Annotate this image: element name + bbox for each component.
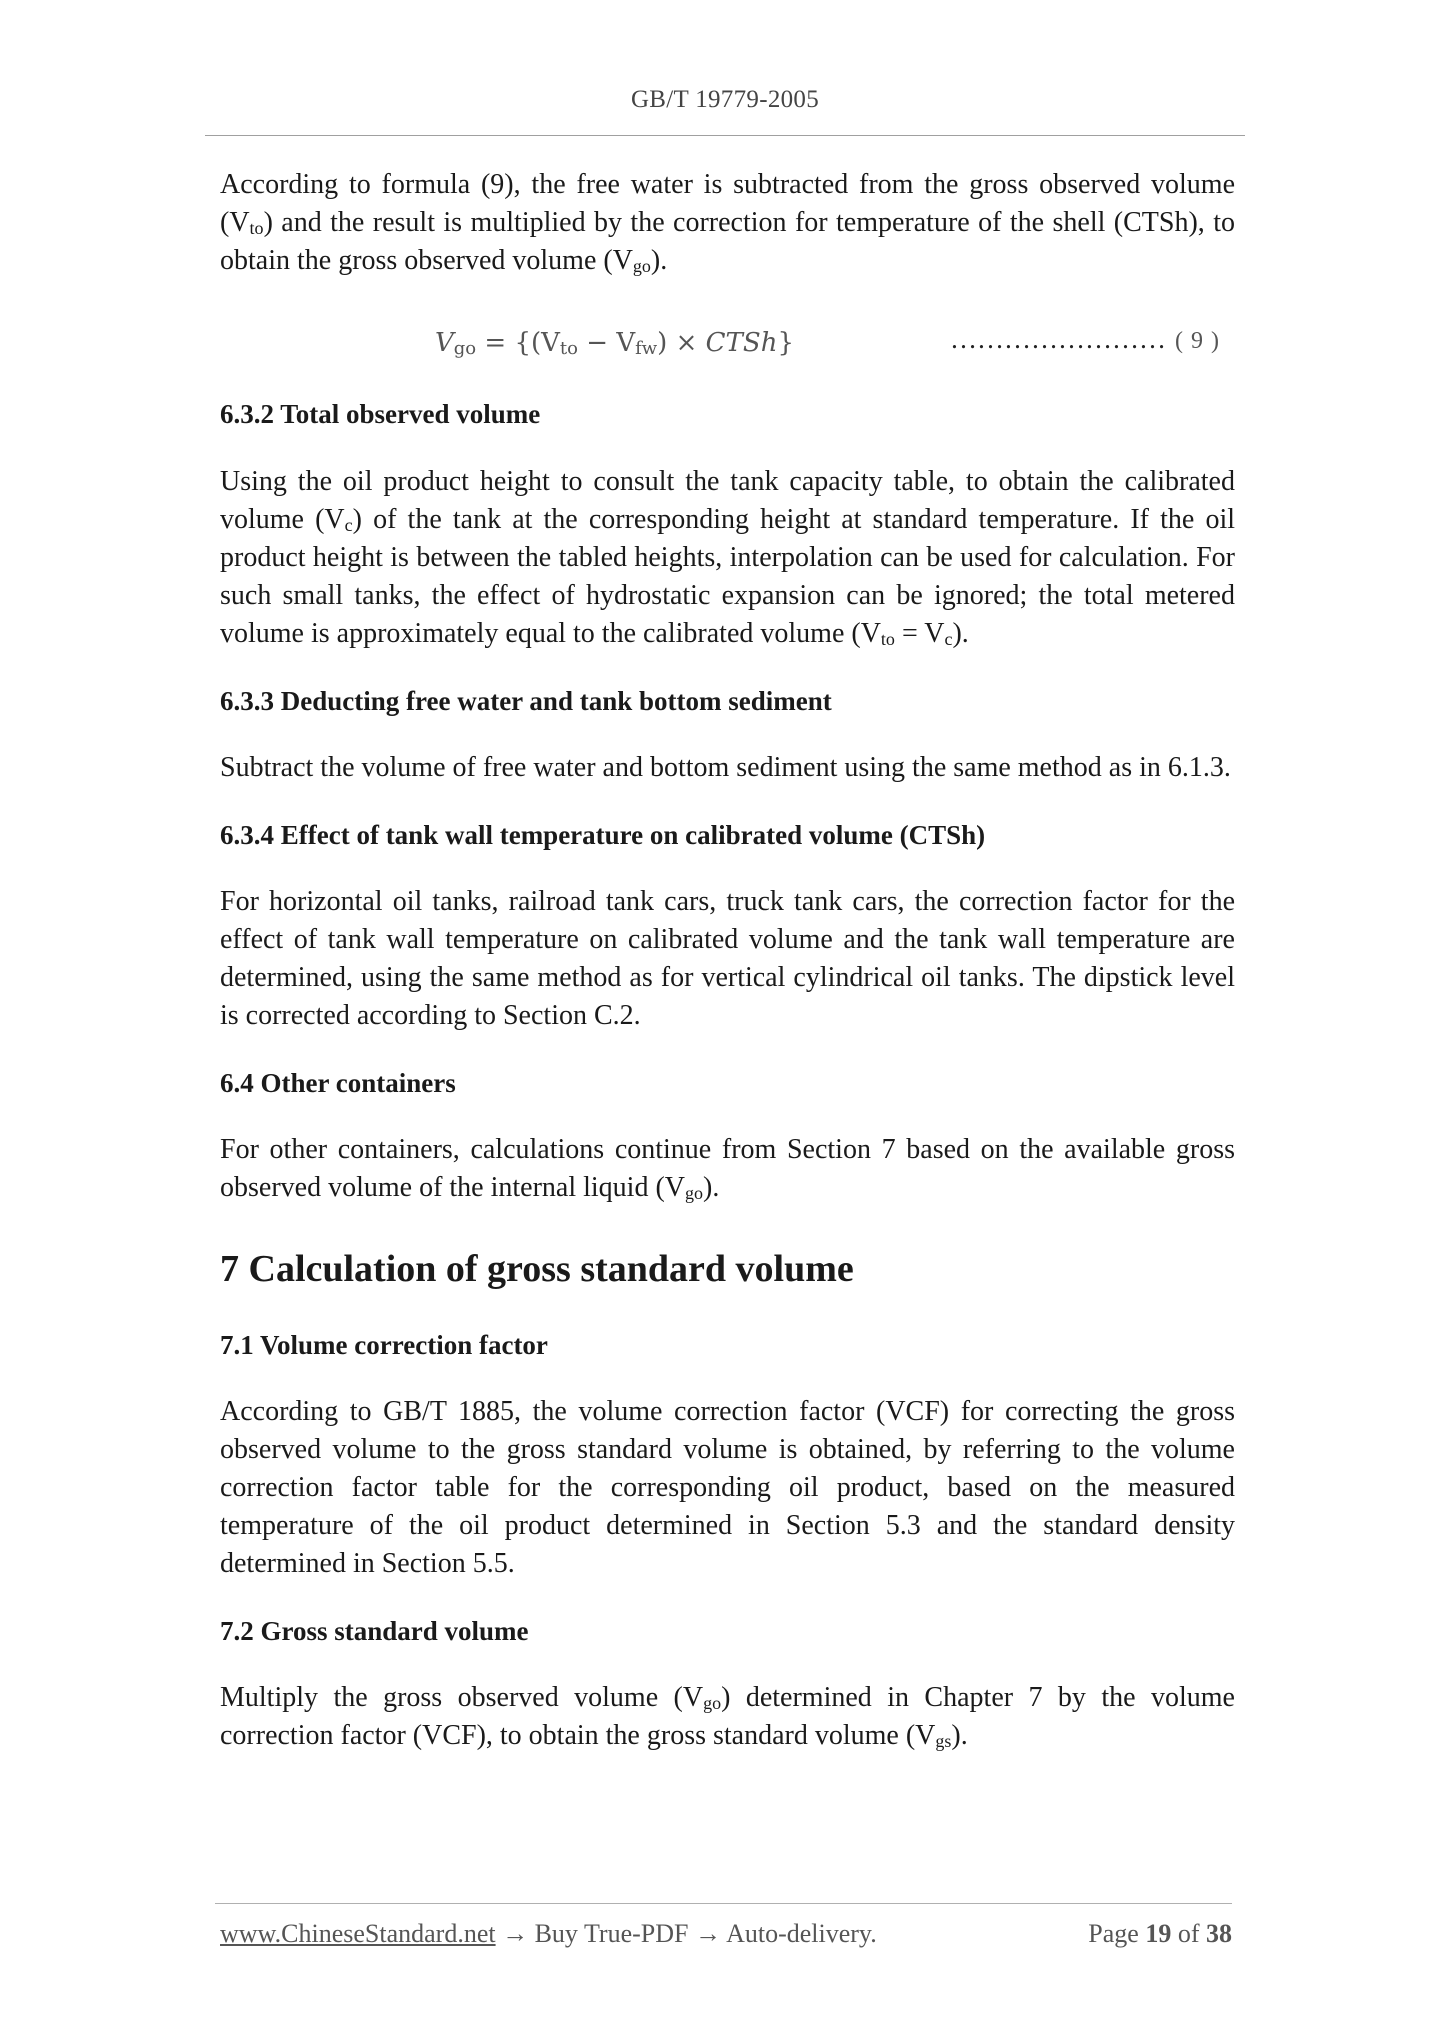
section-6-3-3-text: Subtract the volume of free water and bottom sediment using the same method as in 6.1.3.: [220, 752, 1231, 783]
page-number: Page 19 of 38: [1088, 1919, 1232, 1948]
website-link[interactable]: www.ChineseStandard.net: [220, 1919, 496, 1948]
section-6-4-text: For other containers, calculations continue from Section 7 based on the available gross observed volume of the internal liquid $(V_{go})$.: [220, 1134, 1235, 1203]
formula-number: (9): [1175, 328, 1227, 354]
section-6-3-4-heading: 6.3.4 Effect of tank wall temperature on calibrated volume (CTSh): [220, 820, 986, 850]
section-6-4-heading: 6.4 Other containers: [220, 1068, 456, 1098]
auto-delivery-text: Auto-delivery.: [726, 1919, 877, 1948]
section-6-3-3-heading: 6.3.3 Deducting free water and tank bottom sediment: [220, 686, 832, 716]
chapter-7-heading: 7 Calculation of gross standard volume: [220, 1248, 854, 1290]
footer-divider: [215, 1903, 1232, 1904]
section-7-1-heading: 7.1 Volume correction factor: [220, 1330, 548, 1360]
buy-pdf-text: Buy True-PDF: [534, 1919, 689, 1948]
section-6-3-2-text: Using the oil product height to consult the tank capacity table, to obtain the calibrated volume $(V_c)$ of the tank at the corresponding height at standard temperature. If the oil product height is between the tabled heights, interpolation can be used for calculation. For such small tanks, the effect of hydrostatic expansion can be ignored; the total metered volume is approximately equal to the calibrated volume $(V_{to} = V_c)$.: [220, 466, 1235, 649]
formula-expression: $V_{go} = \{(V_{to} - V_{fw})$ × CTSh}: [435, 328, 794, 359]
intro-paragraph: According to formula (9), the free water is subtracted from the gross observed volume $(V_{to})$ and the result is multiplied by the correction for temperature of the shell (CTSh), to obtain the gross observed volume $(V_{go})$.: [220, 169, 1235, 276]
section-6-3-4-text: For horizontal oil tanks, railroad tank cars, truck tank cars, the correction factor for the effect of tank wall temperature on calibrated volume and the tank wall temperature are determined, using the same method as for vertical cylindrical oil tanks. The dipstick level is corrected according to Section C.2.: [220, 886, 1235, 1031]
formula-leader-dots: ……………………: [950, 324, 1166, 354]
page-footer: [220, 1919, 1232, 1949]
page-content: [220, 166, 1235, 1755]
header-divider: [205, 135, 1245, 136]
formula-9: [220, 318, 1235, 378]
footer-promo: www.ChineseStandard.net → Buy True-PDF → Auto-delivery.: [220, 1919, 877, 1948]
document-header: GB/T 19779-2005: [630, 86, 820, 113]
section-7-1-text: According to GB/T 1885, the volume correction factor (VCF) for correcting the gross observed volume to the gross standard volume is obtained, by referring to the volume correction factor table for the corresponding oil product, based on the measured temperature of the oil product determined in Section 5.3 and the standard density determined in Section 5.5.: [220, 1396, 1235, 1579]
section-7-2-text: Multiply the gross observed volume $(V_{go})$ determined in Chapter 7 by the volume correction factor (VCF), to obtain the gross standard volume $(V_{gs})$.: [220, 1682, 1235, 1751]
section-6-3-2-heading: 6.3.2 Total observed volume: [220, 399, 541, 429]
section-7-2-heading: 7.2 Gross standard volume: [220, 1616, 529, 1646]
